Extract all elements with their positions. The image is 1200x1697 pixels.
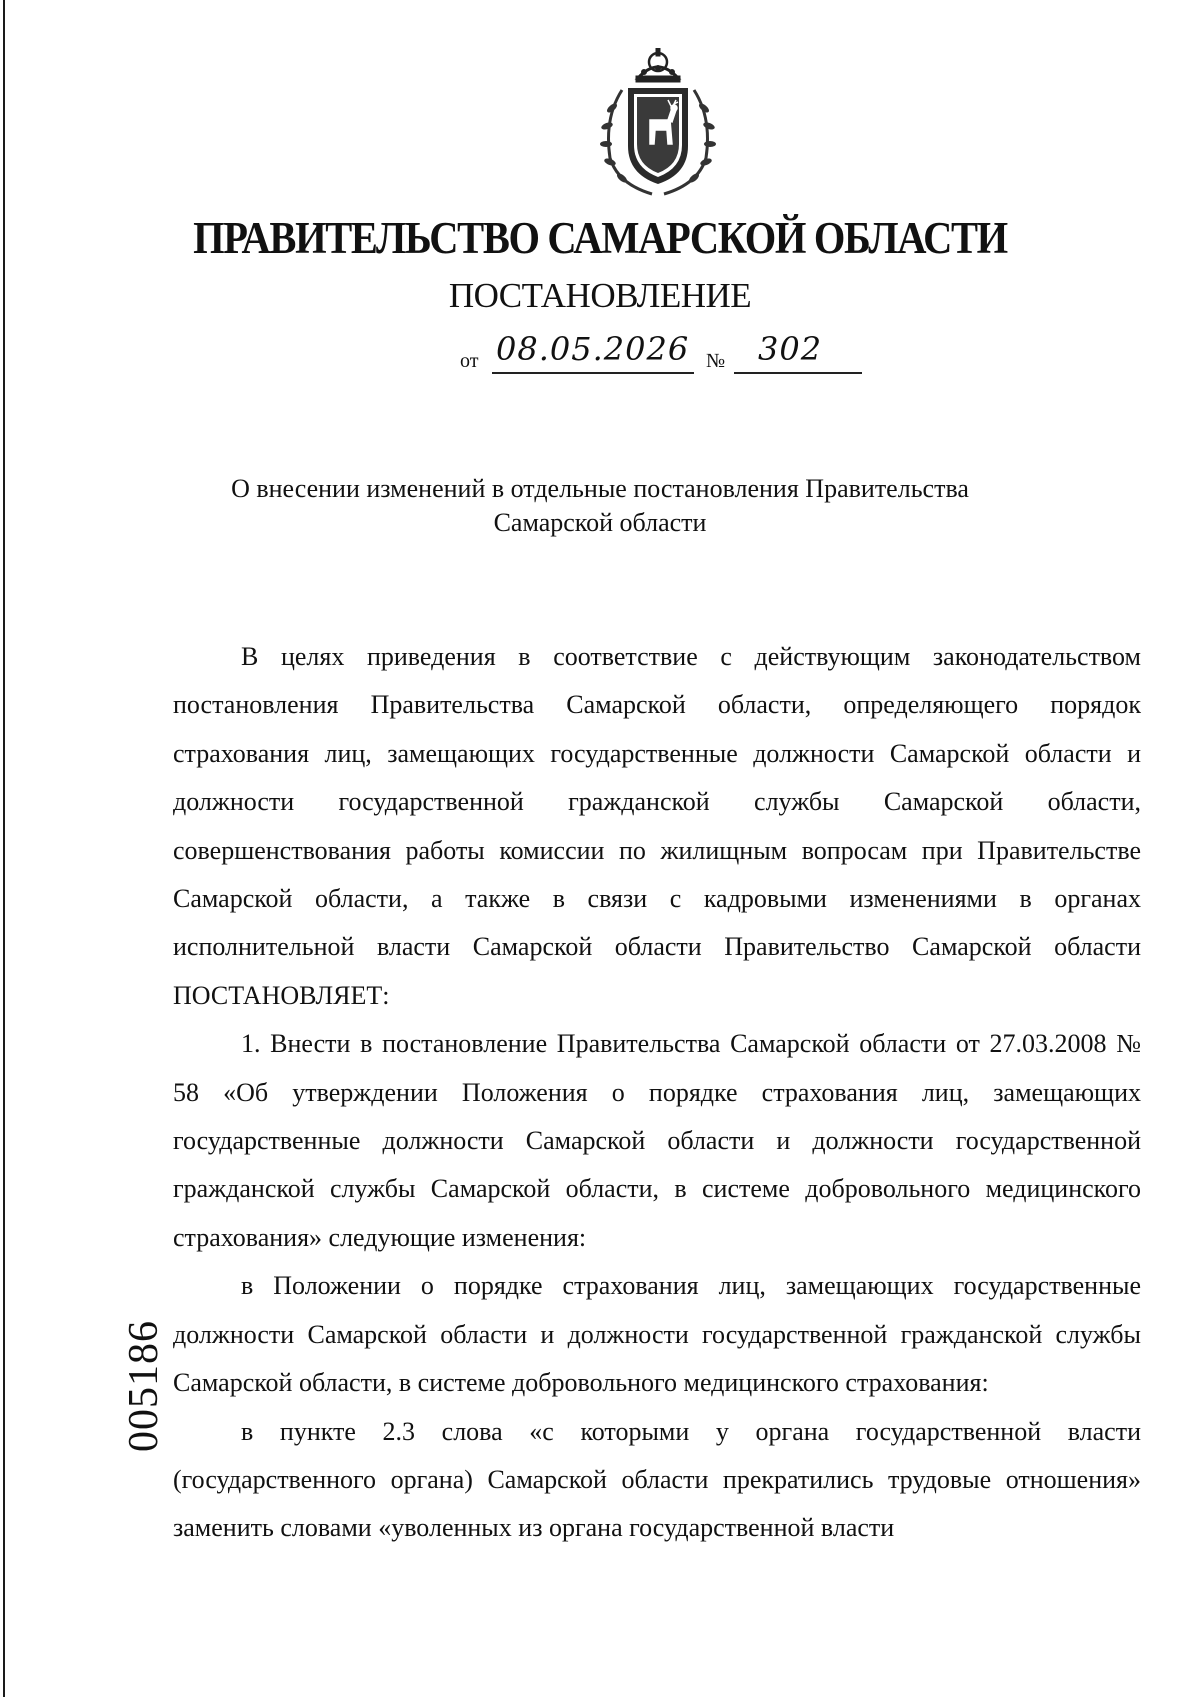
government-title: ПРАВИТЕЛЬСТВО САМАРСКОЙ ОБЛАСТИ bbox=[193, 213, 1007, 263]
page-edge-line bbox=[3, 0, 5, 1697]
date-prefix: от bbox=[460, 350, 479, 372]
date-underline bbox=[492, 372, 694, 374]
handwritten-number: 302 bbox=[758, 330, 823, 368]
subject-line-2: Самарской области bbox=[493, 508, 707, 537]
side-serial-number: 005186 bbox=[121, 1320, 167, 1452]
body-paragraph: В целях приведения в соответствие с действующим законодательством постановления Правительства Самарской области, определяющего порядок страхования лиц, замещающих государственные должности Самарской области и должности государственной гражданской службы Самарской области, совершенствования работы комиссии по жилищным вопросам при Правительстве Самарской области, а также в связи с кадровыми изменениями в органах исполнительной власти Самарской области Правительство Самарской области ПОСТАНОВЛЯЕТ: bbox=[173, 642, 1141, 1010]
handwritten-date: 08.05.2026 bbox=[496, 330, 690, 368]
document-subject bbox=[0, 472, 1200, 540]
coat-of-arms-emblem bbox=[592, 48, 724, 200]
subject-line-1: О внесении изменений в отдельные постановления Правительства bbox=[231, 474, 969, 503]
body-paragraph: 1. Внести в постановление Правительства Самарской области от 27.03.2008 № 58 «Об утверждении Положения о порядке страхования лиц, замещающих государственные должности Самарской области и должности государственной гражданской службы Самарской области, в системе добровольного медицинского страхования» следующие изменения: bbox=[173, 1029, 1141, 1252]
document-date-number-line bbox=[460, 330, 880, 374]
body-paragraph: в пункте 2.3 слова «с которыми у органа государственной власти (государственного органа) Самарской области прекратились трудовые отношения» заменить словами «уволенных из органа государственной власти bbox=[173, 1416, 1141, 1543]
number-underline bbox=[734, 372, 862, 374]
document-body bbox=[173, 633, 1141, 1553]
body-paragraph: в Положении о порядке страхования лиц, замещающих государственные должности Самарской области и должности государственной гражданской службы Самарской области, в системе добровольного медицинского страхования: bbox=[173, 1271, 1141, 1398]
number-prefix: № bbox=[706, 350, 726, 372]
document-type: ПОСТАНОВЛЕНИЕ bbox=[448, 276, 752, 315]
